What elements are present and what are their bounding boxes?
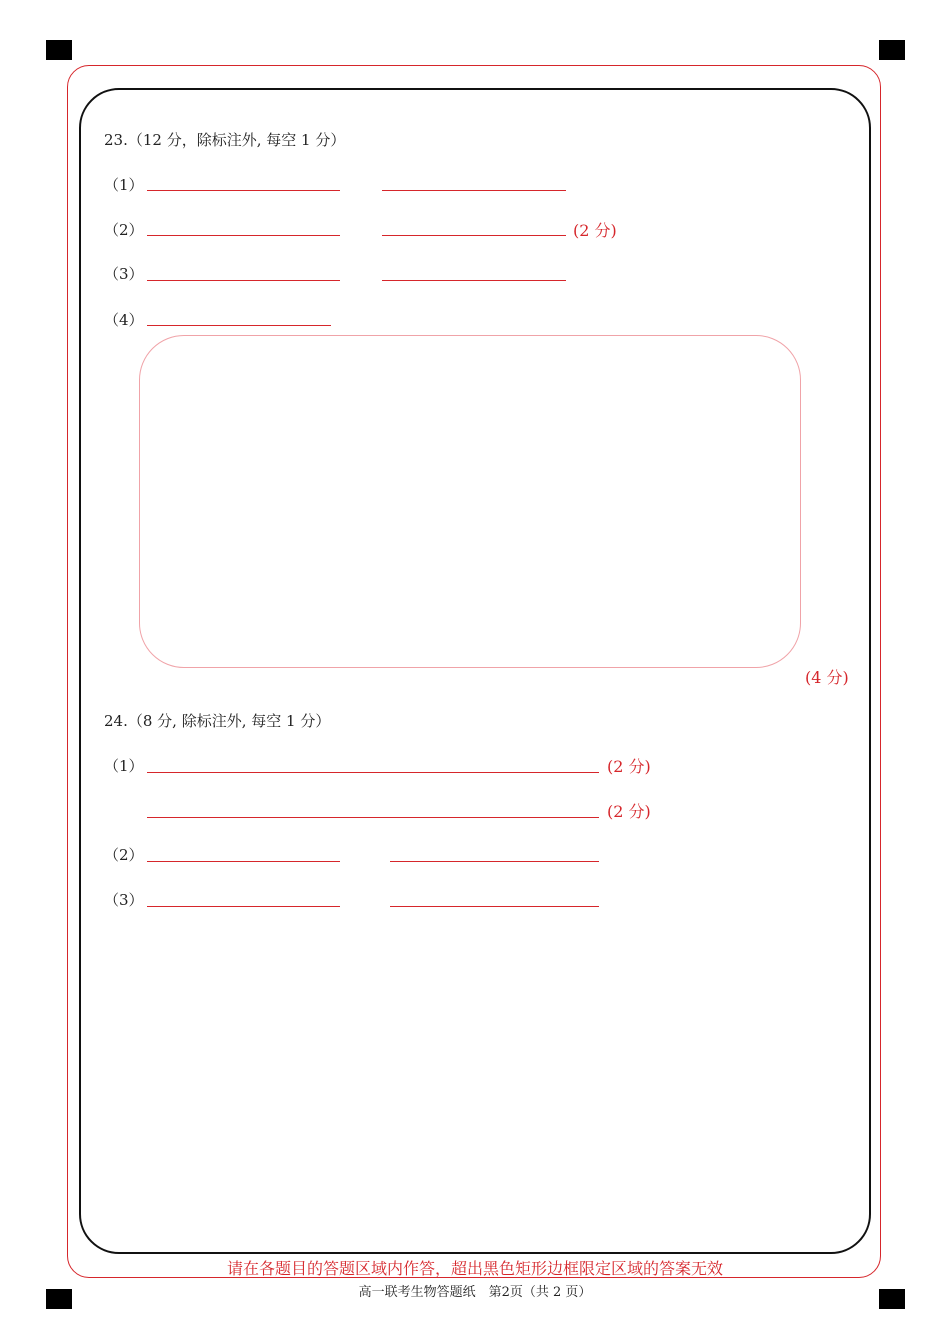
q23-item-4-blank[interactable] bbox=[147, 325, 331, 326]
q23-item-1-label: （1） bbox=[104, 176, 144, 194]
alignment-marker-top-right bbox=[879, 40, 905, 60]
q24-item-1-continued-score: (2 分) bbox=[607, 802, 651, 821]
page-footer: 高一联考生物答题纸 第2页（共 2 页） bbox=[358, 1285, 592, 1300]
answer-region-notice: 请在各题目的答题区域内作答，超出黑色矩形边框限定区域的答案无效 bbox=[226, 1259, 723, 1278]
q23-drawing-area[interactable] bbox=[139, 335, 801, 668]
q24-item-1-blank[interactable] bbox=[147, 772, 599, 773]
q23-item-3-blank-a[interactable] bbox=[147, 280, 340, 281]
q24-item-2-blank-a[interactable] bbox=[147, 861, 340, 862]
q24-item-2-label: （2） bbox=[104, 846, 144, 864]
question-23-title: 23.（12 分，除标注外, 每空 1 分） bbox=[104, 131, 346, 149]
q23-item-2-blank-b[interactable] bbox=[382, 235, 566, 236]
q23-item-1-blank-a[interactable] bbox=[147, 190, 340, 191]
q23-item-3-blank-b[interactable] bbox=[382, 280, 566, 281]
q24-item-2-blank-b[interactable] bbox=[390, 861, 599, 862]
q23-item-4-label: （4） bbox=[104, 311, 144, 329]
answer-area-inner-frame bbox=[79, 88, 871, 1254]
q23-item-2-score: (2 分) bbox=[573, 221, 617, 240]
q23-item-1-blank-b[interactable] bbox=[382, 190, 566, 191]
q24-item-3-blank-a[interactable] bbox=[147, 906, 340, 907]
q24-item-1-score: (2 分) bbox=[607, 757, 651, 776]
q24-item-1-blank-continued[interactable] bbox=[147, 817, 599, 818]
q23-drawing-area-score: (4 分) bbox=[805, 668, 849, 687]
q23-item-3-label: （3） bbox=[104, 265, 144, 283]
q24-item-3-blank-b[interactable] bbox=[390, 906, 599, 907]
q24-item-3-label: （3） bbox=[104, 891, 144, 909]
alignment-marker-top-left bbox=[46, 40, 72, 60]
q23-item-2-label: （2） bbox=[104, 221, 144, 239]
q24-item-1-label: （1） bbox=[104, 757, 144, 775]
q23-item-2-blank-a[interactable] bbox=[147, 235, 340, 236]
question-24-title: 24.（8 分, 除标注外, 每空 1 分） bbox=[104, 712, 331, 730]
